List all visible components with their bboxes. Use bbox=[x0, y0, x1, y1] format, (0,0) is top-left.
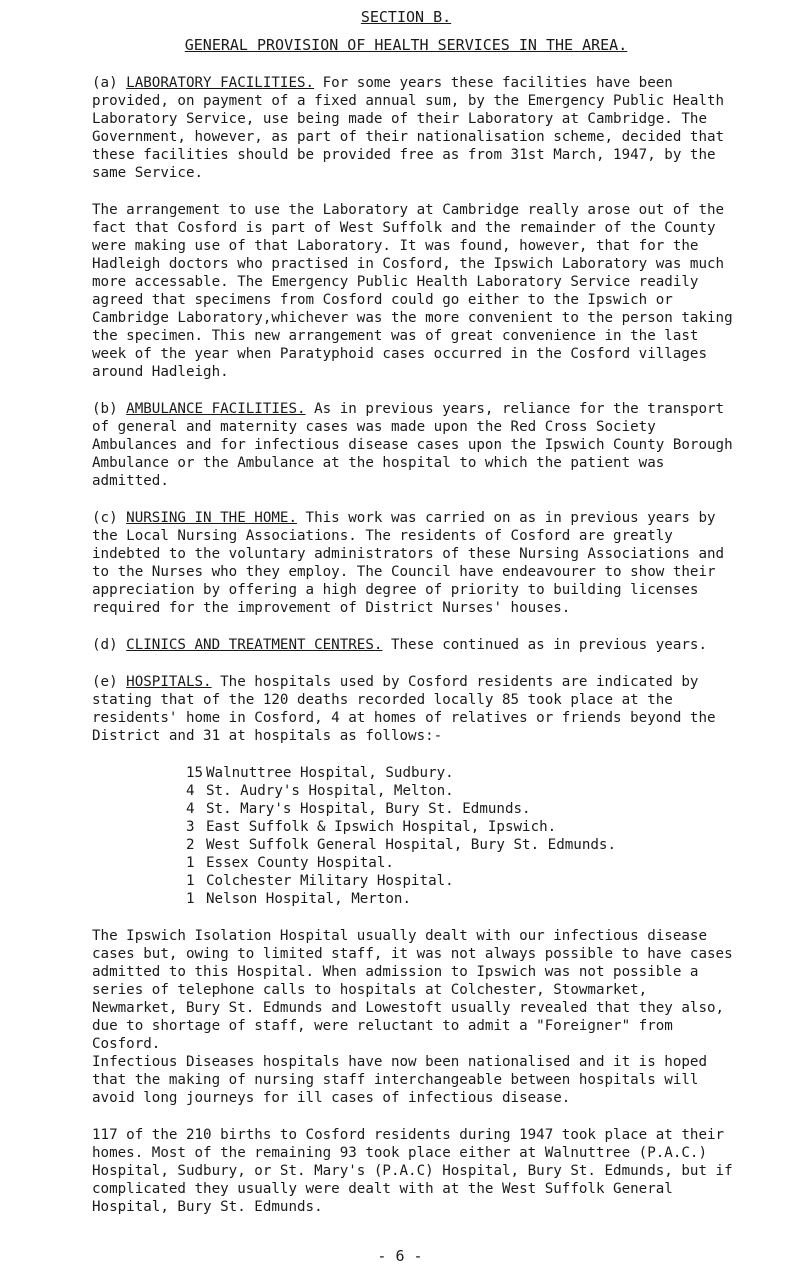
paragraph-laboratory-facilities bbox=[78, 74, 734, 182]
heading-nursing-in-the-home: NURSING IN THE HOME. bbox=[126, 510, 298, 526]
list-item bbox=[186, 764, 734, 782]
list-item bbox=[186, 836, 734, 854]
hospital-name: St. Mary's Hospital, Bury St. Edmunds. bbox=[206, 801, 531, 817]
heading-clinics: CLINICS AND TREATMENT CENTRES. bbox=[126, 637, 383, 653]
paragraph-births: 117 of the 210 births to Cosford residents during 1947 took place at their homes. Most of the remaining 93 took place either at Walnuttree (P.A.C.) Hospital, Sudbury, or St. Mary's (P.A.C) Hospital, Bury St. Edmunds, but if complicated they usually were dealt with at the West Suffolk General Hospital, Bury St. Edmunds. bbox=[92, 1127, 733, 1215]
heading-ambulance-facilities: AMBULANCE FACILITIES. bbox=[126, 401, 306, 417]
list-item bbox=[186, 854, 734, 872]
hospital-count: 1 bbox=[186, 891, 195, 907]
paragraph-nursing-in-the-home bbox=[78, 509, 734, 617]
page-number: - 6 - bbox=[377, 1247, 423, 1265]
item-marker-b: (b) bbox=[92, 401, 127, 417]
paragraph-isolation-hospital: The Ipswich Isolation Hospital usually dealt with our infectious disease cases but, owing to limited staff, it was not always possible to have cases admitted to this Hospital. When admission to Ipswich was not possible a series of telephone calls to hospitals at Colchester, Stowmarket, Newmarket, Bury St. Edmunds and Lowestoft usually revealed that they also, due to shortage of staff, were reluctant to admit a "Foreigner" from Cosford. bbox=[92, 928, 733, 1052]
hospital-name: West Suffolk General Hospital, Bury St. Edmunds. bbox=[206, 837, 616, 853]
text-nursing-in-the-home: This work was carried on as in previous years by the Local Nursing Associations. The residents of Cosford are greatly indebted to the voluntary administrators of these Nursing Associations and to the Nurses who they employ. The Council have endeavourer to show their appreciation by offering a high degree of priority to building licenses required for the improvement of District Nurses' houses. bbox=[92, 510, 725, 616]
text-ambulance-facilities: As in previous years, reliance for the transport of general and maternity cases was made upon the Red Cross Society Ambulances and for infectious disease cases upon the Ipswich County Borough Ambulance or the Ambulance at the hospital to which the patient was admitted. bbox=[92, 401, 733, 489]
text-laboratory-facilities: For some years these facilities have been provided, on payment of a fixed annual sum, by the Emergency Public Health Laboratory Service, use being made of their Laboratory at Cambridge. The Government, however, as part of their nationalisation scheme, decided that these facilities should be provided free as from 31st March, 1947, by the same Service. bbox=[92, 75, 725, 181]
list-item bbox=[186, 890, 734, 908]
item-marker-e: (e) bbox=[92, 674, 127, 690]
section-heading bbox=[78, 8, 734, 26]
list-item bbox=[186, 782, 734, 800]
document-title: GENERAL PROVISION OF HEALTH SERVICES IN THE AREA. bbox=[184, 36, 628, 54]
hospital-count: 1 bbox=[186, 855, 195, 871]
list-item bbox=[186, 800, 734, 818]
hospital-name: Nelson Hospital, Merton. bbox=[206, 891, 411, 907]
paragraph-laboratory-arrangement: The arrangement to use the Laboratory at Cambridge really arose out of the fact that Cosford is part of West Suffolk and the remainder of the County were making use of that Laboratory. It was found, however, that for the Hadleigh doctors who practised in Cosford, the Ipswich Laboratory was much more accessable. The Emergency Public Health Laboratory Service readily agreed that specimens from Cosford could go either to the Ipswich or Cambridge Laboratory,whichever was the more convenient to the person taking the specimen. This new arrangement was of great convenience in the last week of the year when Paratyphoid cases occurred in the Cosford villages around Hadleigh. bbox=[92, 202, 733, 380]
heading-laboratory-facilities: LABORATORY FACILITIES. bbox=[126, 75, 315, 91]
hospital-count: 1 bbox=[186, 873, 195, 889]
hospital-count: 2 bbox=[186, 837, 195, 853]
list-item bbox=[186, 872, 734, 890]
hospital-name: Walnuttree Hospital, Sudbury. bbox=[206, 765, 454, 781]
paragraph-clinics bbox=[78, 636, 734, 654]
item-marker-a: (a) bbox=[92, 75, 127, 91]
hospital-count: 15 bbox=[186, 765, 204, 781]
hospital-name: St. Audry's Hospital, Melton. bbox=[206, 783, 454, 799]
hospital-list bbox=[78, 764, 734, 908]
hospital-name: Essex County Hospital. bbox=[206, 855, 394, 871]
paragraph-hospitals bbox=[78, 673, 734, 745]
list-item bbox=[186, 818, 734, 836]
hospital-name: Colchester Military Hospital. bbox=[206, 873, 454, 889]
section-label: SECTION B. bbox=[360, 8, 452, 26]
text-clinics: These continued as in previous years. bbox=[382, 637, 708, 653]
heading-hospitals: HOSPITALS. bbox=[126, 674, 212, 690]
text-hospitals: The hospitals used by Cosford residents are indicated by stating that of the 120 deaths recorded locally 85 took place at the residents' home in Cosford, 4 at homes of relatives or friends beyond the District and 31 at hospitals as follows:- bbox=[92, 674, 716, 744]
item-marker-c: (c) bbox=[92, 510, 127, 526]
hospital-name: East Suffolk & Ipswich Hospital, Ipswich. bbox=[206, 819, 557, 835]
paragraph-ambulance-facilities bbox=[78, 400, 734, 490]
paragraph-nationalised-hospitals: Infectious Diseases hospitals have now been nationalised and it is hoped that the making of nursing staff interchangeable between hospitals will avoid long journeys for ill cases of infectious disease. bbox=[92, 1054, 707, 1106]
item-marker-d: (d) bbox=[92, 637, 127, 653]
hospital-count: 4 bbox=[186, 801, 195, 817]
hospital-count: 4 bbox=[186, 783, 195, 799]
hospital-count: 3 bbox=[186, 819, 195, 835]
